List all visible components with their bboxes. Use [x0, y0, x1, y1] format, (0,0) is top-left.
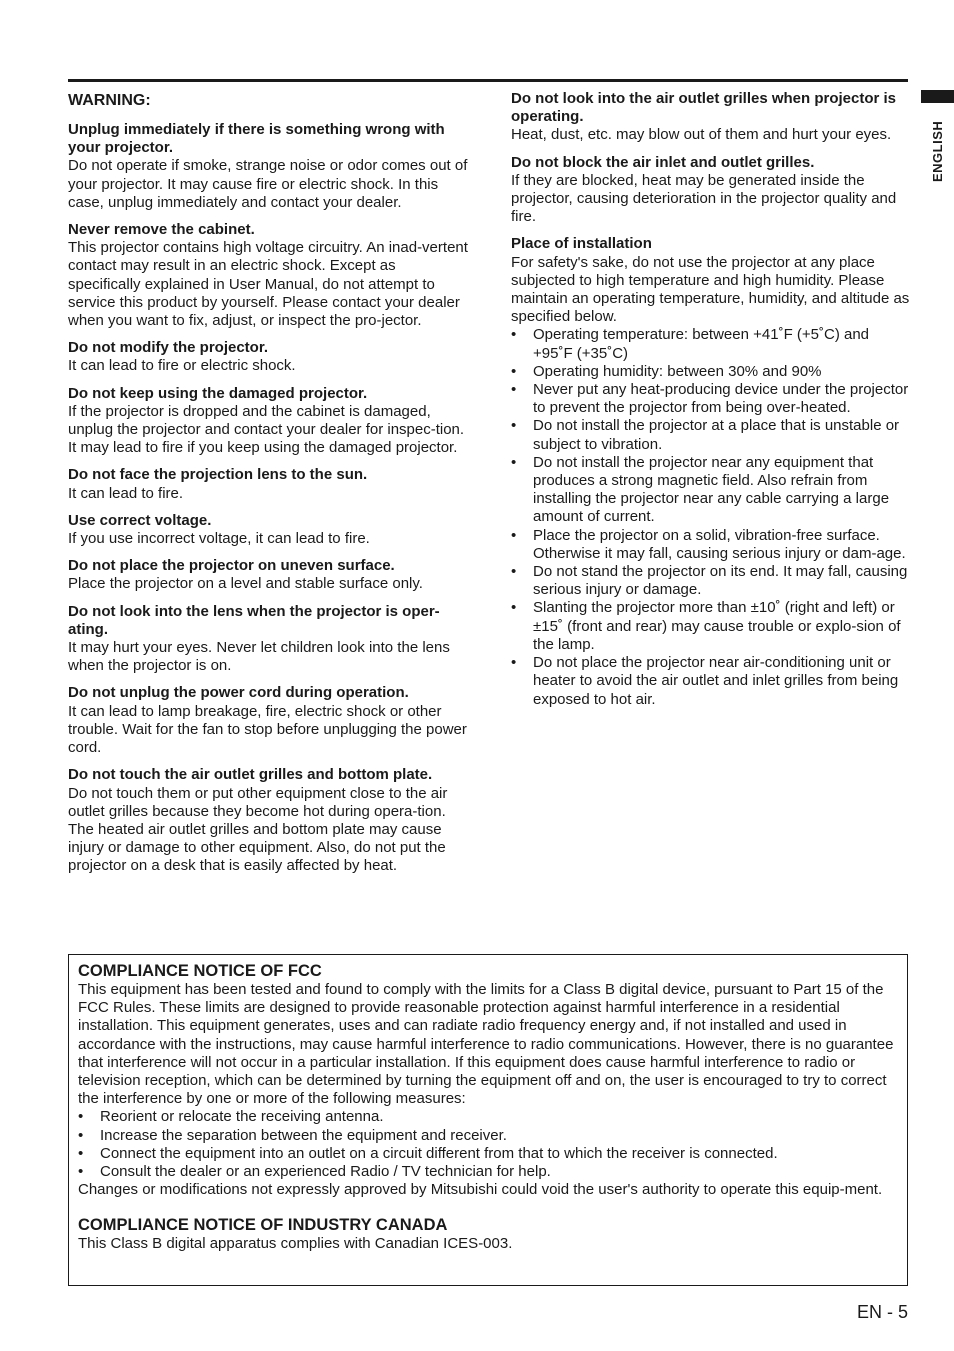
item-title: Do not look into the lens when the projector is oper-ating. [68, 602, 440, 638]
item-body: Do not operate if smoke, strange noise or odor comes out of your projector. It may cause fire or electric shock. In this case, unplug immediately and contact your dealer. [68, 157, 468, 211]
fcc-footer: Changes or modifications not expressly approved by Mitsubishi could void the user's authority to operate this equip-ment. [78, 1181, 883, 1199]
page-number: EN - 5 [856, 1302, 908, 1322]
bullet-text: Do not place the projector near air-conditioning unit or heater to avoid the air outlet and inlet grilles from being exposed to hot air. [533, 654, 899, 708]
language-tab-label: ENGLISH [930, 120, 945, 182]
item-title: Do not look into the air outlet grilles when projector is operating. [511, 90, 897, 126]
warning-item [68, 766, 468, 875]
bullet-icon: • [511, 526, 517, 544]
warning-item [68, 221, 468, 330]
bullet-item [511, 527, 911, 563]
bullet-icon: • [78, 1126, 84, 1144]
right-items [511, 90, 911, 226]
warning-item [511, 90, 911, 145]
item-title: Do not touch the air outlet grilles and bottom plate. [68, 766, 433, 784]
bullet-text: Operating humidity: between 30% and 90% [533, 362, 822, 380]
warning-item [68, 512, 468, 548]
item-body: Place the projector on a level and stable surface only. [68, 575, 423, 593]
bullet-text: Do not install the projector at a place that is unstable or subject to vibration. [533, 417, 900, 453]
item-body: Heat, dust, etc. may blow out of them and hurt your eyes. [511, 126, 892, 144]
bullet-text: Consult the dealer or an experienced Radio / TV technician for help. [100, 1163, 551, 1181]
bullet-icon: • [511, 654, 517, 672]
canada-title: COMPLIANCE NOTICE OF INDUSTRY CANADA [78, 1216, 448, 1235]
installation-bullets [511, 326, 911, 708]
bullet-item [78, 1108, 901, 1126]
item-title: Unplug immediately if there is something wrong with your projector. [68, 121, 445, 157]
warning-item [511, 154, 911, 227]
item-title: Never remove the cabinet. [68, 221, 255, 239]
installation-body: For safety's sake, do not use the projector at any place subjected to high temperature and high humidity. Please maintain an operating temperature, humidity, and altitude as specified below. [511, 253, 910, 326]
item-body: It can lead to lamp breakage, fire, electric shock or other trouble. Wait for the fan to stop before unplugging the power cord. [68, 702, 467, 757]
item-title: Do not place the projector on uneven surface. [68, 557, 395, 575]
item-title: Do not block the air inlet and outlet grilles. [511, 153, 815, 171]
item-title: Do not modify the projector. [68, 339, 269, 357]
warning-title: WARNING: [68, 92, 151, 109]
language-tab-marker [921, 90, 954, 103]
item-body: This projector contains high voltage circuitry. An inad-vertent contact may result in an electric shock. Except as specifically explained in User Manual, do not attempt to service this product by yourself. Please contact your dealer when you want to fix, adjust, or inspect the pro-jector. [68, 239, 468, 330]
fcc-bullets [78, 1108, 901, 1181]
item-title: Use correct voltage. [68, 511, 212, 529]
bullet-icon: • [78, 1144, 84, 1162]
top-rule [68, 79, 908, 82]
fcc-body: This equipment has been tested and found to comply with the limits for a Class B digital device, pursuant to Part 15 of the FCC Rules. These limits are designed to provide reasonable protection against harmful interference in a residential installation. This equipment generates, uses and can radiate radio frequency energy and, if not installed and used in accordance with the instructions, may cause harmful interference to radio communications. However, there is no guarantee that interference will not occur in a particular installation. If this equipment does cause harmful interference to radio or television reception, which can be determined by turning the equipment off and on, the user is encouraged to try to correct the interference by one or more of the following measures: [78, 981, 894, 1108]
warning-item [68, 684, 468, 757]
bullet-item [511, 599, 911, 654]
warning-item [68, 557, 468, 593]
bullet-item [78, 1145, 901, 1163]
installation-section [511, 235, 911, 708]
bullet-text: Increase the separation between the equipment and receiver. [100, 1126, 507, 1144]
bullet-text: Connect the equipment into an outlet on a circuit different from that to which the receiver is connected. [100, 1144, 778, 1162]
bullet-text: Never put any heat-producing device under the projector to prevent the projector from being over-heated. [533, 381, 909, 417]
bullet-text: Slanting the projector more than ±10˚ (right and left) or ±15˚ (front and rear) may cause trouble or explo-sion of the lamp. [533, 599, 901, 653]
fcc-title: COMPLIANCE NOTICE OF FCC [78, 962, 322, 980]
item-body: If you use incorrect voltage, it can lead to fire. [68, 530, 370, 548]
bullet-icon: • [511, 362, 517, 380]
item-body: It can lead to fire or electric shock. [68, 357, 296, 375]
bullet-icon: • [78, 1163, 84, 1181]
compliance-box [68, 954, 908, 1286]
bullet-item [511, 654, 911, 709]
bullet-text: Operating temperature: between +41˚F (+5˚C) and +95˚F (+35˚C) [533, 326, 870, 362]
canada-body: This Class B digital apparatus complies with Canadian ICES-003. [78, 1235, 513, 1253]
warning-column [68, 91, 468, 885]
item-title: Do not face the projection lens to the sun. [68, 466, 368, 484]
item-body: It can lead to fire. [68, 484, 184, 502]
item-body: If the projector is dropped and the cabinet is damaged, unplug the projector and contact your dealer for inspec-tion. It may lead to fire if you keep using the damaged projector. [68, 402, 465, 457]
bullet-item [511, 454, 911, 527]
warning-item [68, 603, 468, 676]
bullet-icon: • [511, 453, 517, 471]
bullet-text: Reorient or relocate the receiving antenna. [100, 1108, 384, 1126]
item-title: Do not unplug the power cord during operation. [68, 684, 409, 702]
item-body: It may hurt your eyes. Never let children look into the lens when the projector is on. [68, 639, 450, 675]
bullet-icon: • [78, 1108, 84, 1126]
bullet-text: Do not stand the projector on its end. It may fall, causing serious injury or damage. [533, 563, 908, 599]
bullet-item [511, 363, 911, 381]
bullet-text: Place the projector on a solid, vibration-free surface. Otherwise it may fall, causing serious injury or dam-age. [533, 526, 906, 562]
bullet-item [78, 1127, 901, 1145]
item-body: If they are blocked, heat may be generated inside the projector, causing deterioration in the projector quality and fire. [511, 171, 897, 226]
warning-items [68, 121, 468, 876]
bullet-icon: • [511, 417, 517, 435]
bullet-icon: • [511, 599, 517, 617]
bullet-item [78, 1163, 901, 1181]
bullet-icon: • [511, 326, 517, 344]
bullet-icon: • [511, 381, 517, 399]
warning-item [68, 385, 468, 458]
right-column [511, 90, 911, 709]
bullet-text: Do not install the projector near any equipment that produces a strong magnetic field. Also refrain from installing the projector near any cable carrying a large amount of current. [533, 453, 890, 526]
warning-item [68, 339, 468, 375]
warning-item [68, 466, 468, 502]
installation-title: Place of installation [511, 235, 652, 253]
bullet-item [511, 417, 911, 453]
warning-item [68, 121, 468, 212]
bullet-item [511, 326, 911, 362]
bullet-item [511, 563, 911, 599]
bullet-item [511, 381, 911, 417]
item-body: Do not touch them or put other equipment close to the air outlet grilles because they become hot during opera-tion. The heated air outlet grilles and bottom plate may cause injury or damage to other equipment. Also, do not put the projector on a desk that is easily affected by heat. [68, 784, 448, 875]
bullet-icon: • [511, 563, 517, 581]
item-title: Do not keep using the damaged projector. [68, 384, 368, 402]
